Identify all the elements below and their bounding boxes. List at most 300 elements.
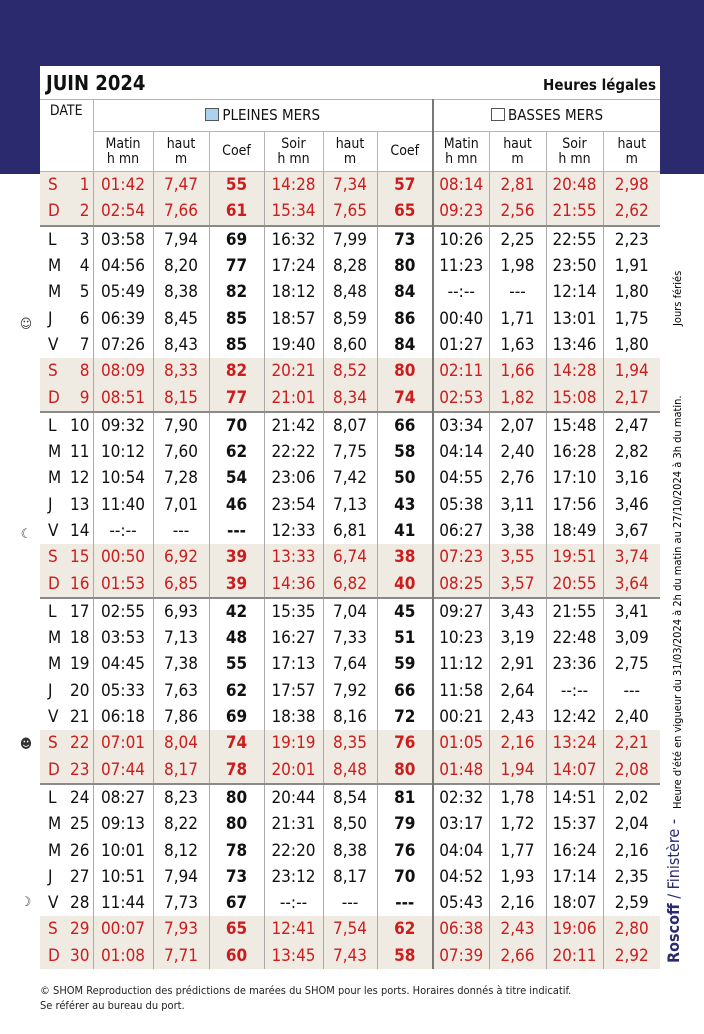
table-row <box>40 412 660 439</box>
cell-bm-morning-time: 02:11 <box>433 358 489 384</box>
cell-bm-morning-time: 10:26 <box>433 226 489 253</box>
cell-pm-morning-height: 8,15 <box>153 384 209 411</box>
cell-bm-morning-time: 02:53 <box>433 384 489 411</box>
cell-bm-evening-height: 3,74 <box>603 544 660 570</box>
port-name: Roscoff <box>664 903 683 963</box>
table-row <box>40 570 660 597</box>
cell-weekday: J <box>48 494 53 515</box>
cell-pm-morning-time: 05:49 <box>93 279 153 305</box>
cell-bm-evening-time: 13:24 <box>546 730 603 756</box>
cell-day-number: 20 <box>70 680 90 701</box>
cell-day-number: 4 <box>79 256 90 277</box>
cell-pm-morning-coef: 42 <box>209 598 264 625</box>
cell-bm-evening-time: 17:56 <box>546 492 603 518</box>
cell-pm-morning-time: 01:53 <box>93 570 153 597</box>
cell-pm-morning-coef: 65 <box>209 916 264 942</box>
cell-pm-evening-height: 8,50 <box>323 811 377 837</box>
footer-line-2: Se référer au bureau du port. <box>40 999 185 1012</box>
cell-bm-morning-height: 2,40 <box>489 439 546 465</box>
cell-pm-evening-coef: 72 <box>377 704 433 730</box>
cell-pm-morning-coef: 78 <box>209 757 264 784</box>
cell-pm-evening-time: 22:22 <box>264 439 323 465</box>
tide-calendar <box>40 66 660 969</box>
cell-pm-morning-coef: 85 <box>209 332 264 358</box>
table-row <box>40 279 660 305</box>
cell-bm-morning-height: 3,43 <box>489 598 546 625</box>
col-bm-morning-height: haut m <box>489 132 546 172</box>
cell-weekday: V <box>48 521 59 541</box>
cell-pm-evening-height: 6,81 <box>323 518 377 544</box>
table-row <box>40 172 660 199</box>
cell-pm-evening-time: 15:35 <box>264 598 323 625</box>
cell-pm-morning-time: 07:01 <box>93 730 153 756</box>
cell-day-number: 21 <box>70 707 90 728</box>
cell-bm-morning-height: 2,43 <box>489 704 546 730</box>
cell-pm-morning-coef: 80 <box>209 811 264 837</box>
cell-pm-evening-coef: 45 <box>377 598 433 625</box>
cell-pm-evening-height: 8,52 <box>323 358 377 384</box>
cell-day-number: 28 <box>70 893 90 914</box>
cell-pm-evening-time: 18:38 <box>264 704 323 730</box>
cell-pm-evening-height: 8,34 <box>323 384 377 411</box>
cell-bm-evening-time: 20:11 <box>546 943 603 969</box>
cell-pm-morning-height: 7,13 <box>153 625 209 651</box>
cell-bm-evening-time: 23:50 <box>546 253 603 279</box>
cell-day-number: 3 <box>62 226 93 253</box>
cell-weekday: D <box>48 201 60 222</box>
cell-bm-evening-time: 14:28 <box>546 358 603 384</box>
cell-bm-morning-time: 08:25 <box>433 570 489 597</box>
cell-pm-morning-coef: 69 <box>209 704 264 730</box>
cell-bm-evening-height: 1,80 <box>603 332 660 358</box>
cell-bm-evening-height: 3,09 <box>603 625 660 651</box>
table-row <box>40 598 660 625</box>
cell-pm-morning-coef: 82 <box>209 358 264 384</box>
cell-pm-evening-coef: 80 <box>377 358 433 384</box>
cell-bm-evening-height: 2,23 <box>603 226 660 253</box>
cell-day-number: 25 <box>70 814 90 835</box>
cell-pm-evening-time: 16:32 <box>264 226 323 253</box>
cell-bm-morning-time: 01:27 <box>433 332 489 358</box>
cell-weekday: S <box>48 547 58 568</box>
cell-pm-morning-height: 7,38 <box>153 651 209 677</box>
cell-weekday: S <box>48 733 58 754</box>
cell-pm-evening-coef: 41 <box>377 518 433 544</box>
cell-bm-evening-time: 17:14 <box>546 864 603 890</box>
cell-bm-morning-time: 00:21 <box>433 704 489 730</box>
cell-bm-evening-time: 14:07 <box>546 757 603 784</box>
cell-bm-morning-time: 03:17 <box>433 811 489 837</box>
cell-bm-morning-height: 2,07 <box>489 412 546 439</box>
cell-pm-morning-coef: 78 <box>209 837 264 863</box>
cell-pm-evening-coef: 74 <box>377 384 433 411</box>
cell-day-number: 11 <box>70 442 90 463</box>
cell-weekday: M <box>48 628 62 649</box>
table-row <box>40 943 660 969</box>
col-bm-evening-time: Soir h mn <box>546 132 603 172</box>
cell-pm-evening-coef: --- <box>377 890 433 916</box>
cell-pm-evening-height: 6,82 <box>323 570 377 597</box>
cell-day-number: 15 <box>70 547 90 568</box>
cell-pm-evening-height: 7,04 <box>323 598 377 625</box>
cell-weekday: V <box>48 334 59 355</box>
cell-bm-evening-height: 2,04 <box>603 811 660 837</box>
cell-weekday: V <box>48 893 59 914</box>
cell-pm-evening-height: 8,48 <box>323 757 377 784</box>
cell-bm-evening-height: 1,75 <box>603 305 660 331</box>
cell-pm-evening-time: 17:13 <box>264 651 323 677</box>
cell-day-number: 12 <box>70 468 90 489</box>
cell-pm-evening-time: 19:40 <box>264 332 323 358</box>
cell-bm-evening-time: 14:51 <box>546 784 603 811</box>
cell-bm-morning-height: 3,55 <box>489 544 546 570</box>
table-row <box>40 811 660 837</box>
cell-day-number: 6 <box>79 308 90 329</box>
cell-day-number: 30 <box>70 945 90 966</box>
cell-weekday: L <box>40 598 62 625</box>
cell-pm-evening-coef: 40 <box>377 570 433 597</box>
cell-bm-evening-time: 15:48 <box>546 412 603 439</box>
cell-bm-morning-time: 11:58 <box>433 678 489 704</box>
cell-weekday: D <box>48 387 60 408</box>
cell-pm-evening-coef: 65 <box>377 198 433 225</box>
cell-bm-morning-time: 11:12 <box>433 651 489 677</box>
cell-bm-evening-time: 18:07 <box>546 890 603 916</box>
cell-pm-evening-time: 22:20 <box>264 837 323 863</box>
table-row <box>40 864 660 890</box>
cell-bm-morning-height: 2,25 <box>489 226 546 253</box>
cell-bm-evening-height: 2,98 <box>603 172 660 199</box>
cell-day-number: 26 <box>70 840 90 861</box>
holidays-label: Jours fériés <box>671 270 684 326</box>
cell-weekday: J <box>48 308 53 329</box>
cell-pm-evening-height: 8,35 <box>323 730 377 756</box>
cell-pm-morning-height: 7,63 <box>153 678 209 704</box>
cell-pm-evening-height: 6,74 <box>323 544 377 570</box>
cell-bm-morning-height: 2,16 <box>489 730 546 756</box>
cell-day-number: 8 <box>79 361 90 382</box>
cell-bm-evening-height: 2,02 <box>603 784 660 811</box>
cell-day-number: 1 <box>79 175 90 196</box>
cell-pm-evening-time: 20:44 <box>264 784 323 811</box>
cell-bm-morning-time: 10:23 <box>433 625 489 651</box>
cell-bm-morning-height: 2,91 <box>489 651 546 677</box>
cell-day-number: 29 <box>70 919 90 940</box>
cell-bm-evening-height: 3,46 <box>603 492 660 518</box>
cell-bm-evening-time: 23:36 <box>546 651 603 677</box>
cell-pm-evening-time: 21:01 <box>264 384 323 411</box>
cell-pm-morning-coef: 48 <box>209 625 264 651</box>
cell-pm-morning-height: 6,93 <box>153 598 209 625</box>
cell-pm-evening-coef: 81 <box>377 784 433 811</box>
cell-day-number: 13 <box>70 494 90 515</box>
cell-pm-morning-height: 7,94 <box>153 226 209 253</box>
cell-pm-evening-time: 14:36 <box>264 570 323 597</box>
cell-day-number: 9 <box>79 387 90 408</box>
col-pm-evening-time: Soir h mn <box>264 132 323 172</box>
cell-weekday: M <box>48 814 62 835</box>
cell-pm-morning-height: 7,66 <box>153 198 209 225</box>
cell-day-number: 2 <box>79 201 90 222</box>
cell-weekday: M <box>48 256 62 277</box>
cell-pm-evening-height: 7,65 <box>323 198 377 225</box>
cell-pm-morning-time: 04:56 <box>93 253 153 279</box>
cell-pm-evening-time: 19:19 <box>264 730 323 756</box>
cell-day-number: 14 <box>70 521 90 541</box>
cell-pm-morning-time: 07:26 <box>93 332 153 358</box>
cell-weekday: D <box>48 573 60 594</box>
cell-pm-evening-time: 23:54 <box>264 492 323 518</box>
cell-pm-evening-height: 7,64 <box>323 651 377 677</box>
cell-bm-morning-time: 02:32 <box>433 784 489 811</box>
cell-bm-morning-time: 09:27 <box>433 598 489 625</box>
cell-pm-evening-height: 7,13 <box>323 492 377 518</box>
cell-pm-morning-coef: 85 <box>209 305 264 331</box>
cell-pm-evening-height: 8,07 <box>323 412 377 439</box>
table-row <box>40 916 660 942</box>
last-quarter-icon: ☾ <box>20 526 32 542</box>
cell-day-number: 10 <box>62 412 93 439</box>
cell-pm-morning-height: 6,92 <box>153 544 209 570</box>
cell-bm-evening-height: 2,16 <box>603 837 660 863</box>
cell-bm-evening-height: 1,91 <box>603 253 660 279</box>
cell-bm-evening-height: 2,59 <box>603 890 660 916</box>
cell-pm-morning-time: 09:13 <box>93 811 153 837</box>
cell-pm-evening-time: 13:45 <box>264 943 323 969</box>
cell-bm-morning-height: 2,56 <box>489 198 546 225</box>
cell-pm-morning-time: 02:54 <box>93 198 153 225</box>
cell-bm-morning-height: 1,78 <box>489 784 546 811</box>
cell-pm-morning-height: 8,43 <box>153 332 209 358</box>
col-pm-morning-coef: Coef <box>209 132 264 172</box>
cell-bm-evening-time: 21:55 <box>546 198 603 225</box>
cell-bm-evening-height: 2,47 <box>603 412 660 439</box>
cell-pm-evening-coef: 70 <box>377 864 433 890</box>
cell-weekday: S <box>48 919 58 940</box>
cell-pm-morning-height: --- <box>153 518 209 544</box>
cell-bm-morning-height: 2,76 <box>489 465 546 491</box>
cell-pm-evening-coef: 58 <box>377 943 433 969</box>
cell-pm-morning-time: 06:18 <box>93 704 153 730</box>
cell-bm-evening-time: 20:55 <box>546 570 603 597</box>
cell-pm-evening-coef: 73 <box>377 226 433 253</box>
cell-bm-evening-time: --:-- <box>546 678 603 704</box>
cell-day-number: 24 <box>62 784 93 811</box>
low-tide-group-label: BASSES MERS <box>507 106 604 124</box>
cell-day-number: 5 <box>79 282 90 303</box>
cell-pm-morning-time: 01:08 <box>93 943 153 969</box>
cell-pm-evening-coef: 76 <box>377 837 433 863</box>
cell-pm-morning-time: 11:44 <box>93 890 153 916</box>
cell-pm-evening-coef: 80 <box>377 757 433 784</box>
footer-line-1: © SHOM Reproduction des prédictions de marées du SHOM pour les ports. Horaires donnés à titre indicatif. <box>40 984 572 997</box>
cell-bm-morning-time: 04:55 <box>433 465 489 491</box>
cell-pm-morning-coef: 74 <box>209 730 264 756</box>
cell-pm-evening-time: 17:24 <box>264 253 323 279</box>
cell-bm-morning-height: 3,11 <box>489 492 546 518</box>
cell-bm-evening-time: 19:51 <box>546 544 603 570</box>
cell-pm-evening-height: 8,48 <box>323 279 377 305</box>
cell-bm-evening-height: 3,64 <box>603 570 660 597</box>
cell-pm-morning-height: 7,86 <box>153 704 209 730</box>
table-row <box>40 784 660 811</box>
cell-day-number: 27 <box>70 866 90 887</box>
cell-pm-morning-height: 6,85 <box>153 570 209 597</box>
cell-day-number: 19 <box>70 654 90 675</box>
cell-pm-morning-time: 00:07 <box>93 916 153 942</box>
cell-weekday: M <box>48 468 62 489</box>
cell-bm-morning-height: 1,77 <box>489 837 546 863</box>
table-row <box>40 544 660 570</box>
cell-weekday: L <box>40 412 62 439</box>
cell-pm-evening-time: 12:33 <box>264 518 323 544</box>
cell-bm-evening-time: 21:55 <box>546 598 603 625</box>
cell-pm-morning-height: 7,60 <box>153 439 209 465</box>
cell-bm-morning-time: 01:48 <box>433 757 489 784</box>
table-row <box>40 384 660 411</box>
port-label <box>664 819 683 963</box>
cell-pm-morning-time: 03:58 <box>93 226 153 253</box>
cell-bm-evening-time: 19:06 <box>546 916 603 942</box>
cell-bm-morning-time: 05:38 <box>433 492 489 518</box>
cell-pm-evening-height: 7,99 <box>323 226 377 253</box>
cell-bm-evening-time: 18:49 <box>546 518 603 544</box>
high-tide-group-header <box>93 100 433 132</box>
col-bm-evening-height: haut m <box>603 132 660 172</box>
cell-bm-morning-height: 1,98 <box>489 253 546 279</box>
cell-bm-evening-height: 2,82 <box>603 439 660 465</box>
cell-bm-morning-time: --:-- <box>433 279 489 305</box>
cell-pm-evening-time: 15:34 <box>264 198 323 225</box>
cell-pm-evening-height: 7,34 <box>323 172 377 199</box>
cell-pm-morning-height: 7,93 <box>153 916 209 942</box>
cell-bm-evening-time: 13:46 <box>546 332 603 358</box>
cell-pm-evening-time: 13:33 <box>264 544 323 570</box>
cell-bm-morning-height: 2,64 <box>489 678 546 704</box>
cell-pm-morning-time: 00:50 <box>93 544 153 570</box>
cell-pm-evening-time: 16:27 <box>264 625 323 651</box>
col-pm-evening-coef: Coef <box>377 132 433 172</box>
cell-bm-morning-time: 04:52 <box>433 864 489 890</box>
cell-pm-evening-height: 8,60 <box>323 332 377 358</box>
cell-pm-morning-time: 01:42 <box>93 172 153 199</box>
cell-pm-morning-time: 09:32 <box>93 412 153 439</box>
cell-pm-evening-coef: 50 <box>377 465 433 491</box>
table-row <box>40 253 660 279</box>
table-row <box>40 332 660 358</box>
cell-bm-evening-height: 3,16 <box>603 465 660 491</box>
date-header: DATE <box>40 100 93 172</box>
table-row <box>40 226 660 253</box>
cell-bm-evening-time: 12:42 <box>546 704 603 730</box>
cell-bm-evening-height: 2,40 <box>603 704 660 730</box>
cell-pm-morning-time: 02:55 <box>93 598 153 625</box>
tide-table <box>40 66 660 969</box>
cell-pm-evening-height: 8,59 <box>323 305 377 331</box>
new-moon-icon: ☻ <box>19 737 33 753</box>
cell-bm-morning-height: 1,94 <box>489 757 546 784</box>
cell-pm-evening-time: 17:57 <box>264 678 323 704</box>
cell-bm-morning-time: 05:43 <box>433 890 489 916</box>
cell-pm-morning-coef: 46 <box>209 492 264 518</box>
cell-bm-evening-height: 1,80 <box>603 279 660 305</box>
cell-pm-morning-height: 8,22 <box>153 811 209 837</box>
cell-bm-morning-height: 3,19 <box>489 625 546 651</box>
cell-day-number: 17 <box>62 598 93 625</box>
col-pm-morning-time: Matin h mn <box>93 132 153 172</box>
table-row <box>40 730 660 756</box>
legal-hours-label: Heures légales <box>543 76 656 94</box>
cell-pm-evening-coef: 59 <box>377 651 433 677</box>
col-pm-morning-height: haut m <box>153 132 209 172</box>
table-row <box>40 439 660 465</box>
cell-pm-morning-coef: 39 <box>209 570 264 597</box>
col-bm-morning-time: Matin h mn <box>433 132 489 172</box>
cell-bm-morning-height: 1,72 <box>489 811 546 837</box>
cell-weekday: S <box>48 361 58 382</box>
cell-bm-evening-height: 2,08 <box>603 757 660 784</box>
cell-pm-morning-coef: 62 <box>209 678 264 704</box>
cell-pm-evening-time: 14:28 <box>264 172 323 199</box>
cell-pm-morning-coef: 80 <box>209 784 264 811</box>
cell-bm-evening-height: 3,67 <box>603 518 660 544</box>
cell-day-number: 18 <box>70 628 90 649</box>
cell-pm-evening-coef: 76 <box>377 730 433 756</box>
cell-pm-morning-time: 08:27 <box>93 784 153 811</box>
cell-bm-morning-height: 1,66 <box>489 358 546 384</box>
cell-pm-evening-coef: 80 <box>377 253 433 279</box>
cell-pm-morning-time: 10:12 <box>93 439 153 465</box>
cell-pm-evening-height: 8,16 <box>323 704 377 730</box>
month-title: JUIN 2024 <box>46 71 146 95</box>
cell-weekday: M <box>48 282 62 303</box>
cell-bm-evening-time: 20:48 <box>546 172 603 199</box>
cell-pm-morning-height: 8,33 <box>153 358 209 384</box>
cell-bm-morning-height: 3,38 <box>489 518 546 544</box>
cell-pm-evening-coef: 86 <box>377 305 433 331</box>
table-row <box>40 198 660 225</box>
cell-bm-morning-height: 2,81 <box>489 172 546 199</box>
cell-pm-evening-height: 8,38 <box>323 837 377 863</box>
cell-pm-morning-coef: 67 <box>209 890 264 916</box>
cell-bm-morning-height: --- <box>489 279 546 305</box>
table-row <box>40 465 660 491</box>
cell-pm-evening-height: 7,75 <box>323 439 377 465</box>
cell-pm-morning-height: 7,90 <box>153 412 209 439</box>
cell-pm-morning-time: 04:45 <box>93 651 153 677</box>
cell-bm-morning-height: 2,16 <box>489 890 546 916</box>
cell-bm-evening-time: 22:48 <box>546 625 603 651</box>
cell-weekday: M <box>48 840 62 861</box>
low-tide-swatch-icon <box>491 108 505 121</box>
cell-pm-evening-time: 18:57 <box>264 305 323 331</box>
cell-weekday: L <box>40 226 62 253</box>
cell-pm-evening-height: 8,17 <box>323 864 377 890</box>
cell-weekday: V <box>48 707 59 728</box>
full-moon-icon: ☺ <box>19 316 33 332</box>
cell-pm-evening-coef: 79 <box>377 811 433 837</box>
cell-day-number: 22 <box>70 733 90 754</box>
table-row <box>40 757 660 784</box>
cell-bm-morning-height: 1,82 <box>489 384 546 411</box>
cell-pm-evening-height: 7,43 <box>323 943 377 969</box>
cell-weekday: J <box>48 866 53 887</box>
cell-pm-morning-coef: --- <box>209 518 264 544</box>
cell-bm-morning-height: 1,93 <box>489 864 546 890</box>
cell-pm-evening-coef: 62 <box>377 916 433 942</box>
cell-bm-evening-height: 2,35 <box>603 864 660 890</box>
cell-bm-morning-height: 2,43 <box>489 916 546 942</box>
